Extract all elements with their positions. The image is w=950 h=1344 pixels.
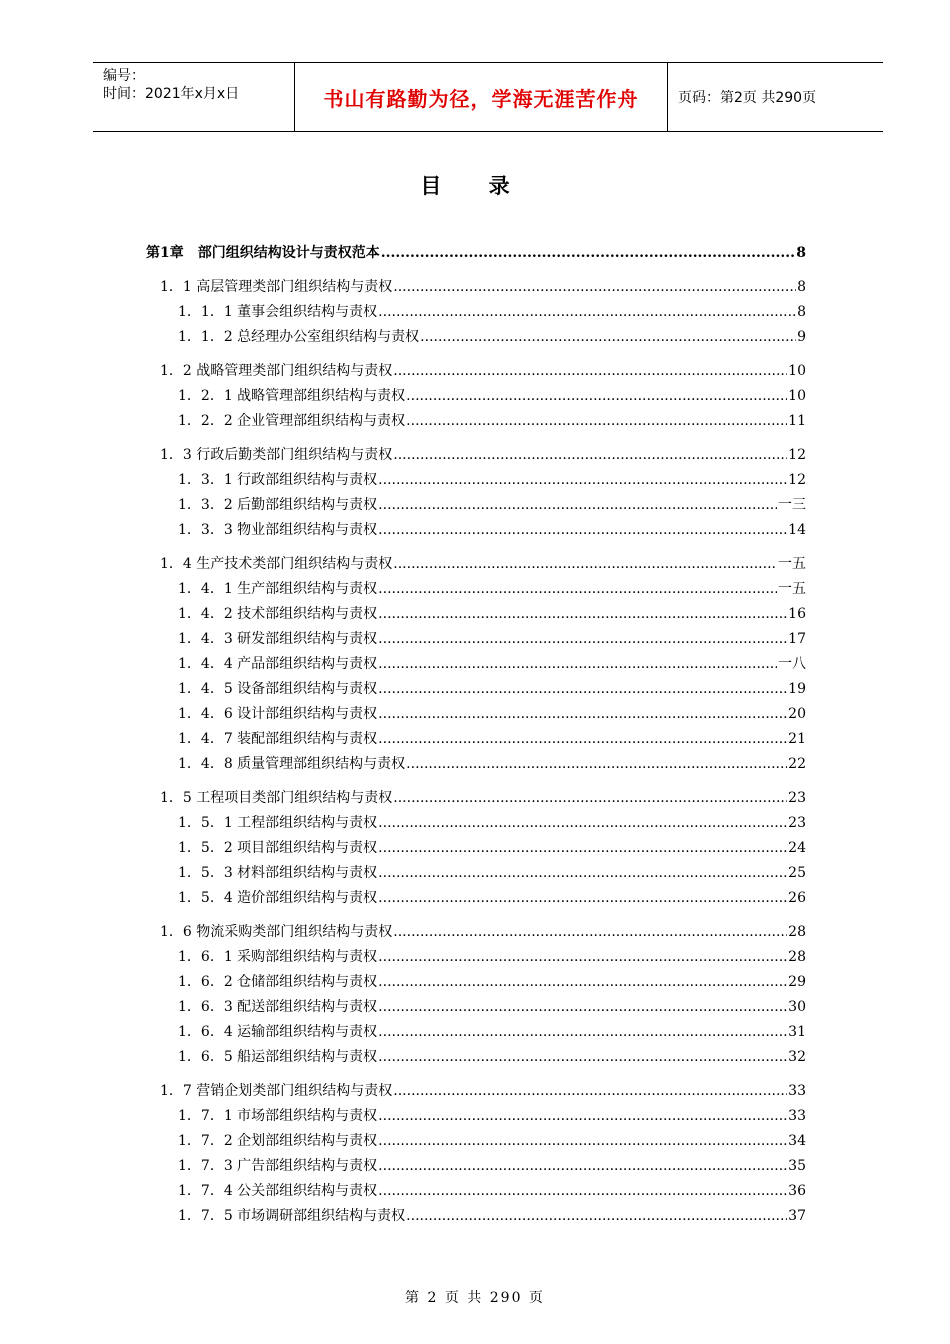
toc-subsection-entry[interactable] — [178, 653, 806, 673]
toc-dot-leader — [378, 631, 787, 647]
toc-dot-leader — [378, 890, 787, 906]
toc-page-number: 23 — [788, 790, 806, 806]
toc-subsection-entry[interactable] — [178, 1130, 806, 1150]
toc-page-number: 29 — [788, 974, 806, 990]
header-page-info: 页码：第2页 共290页 — [678, 90, 817, 106]
toc-dot-leader — [406, 756, 787, 772]
toc-page-number: 16 — [788, 606, 806, 622]
toc-page-number: 一八 — [778, 656, 806, 672]
toc-entry-label: 1．2 战略管理类部门组织结构与责权 — [160, 363, 393, 379]
toc-dot-leader — [378, 815, 787, 831]
toc-subsection-entry[interactable] — [178, 1105, 806, 1125]
toc-dot-leader — [406, 1208, 787, 1224]
toc-page-number: 31 — [788, 1024, 806, 1040]
toc-entry-label: 1．6 物流采购类部门组织结构与责权 — [160, 924, 393, 940]
toc-page-number: 28 — [788, 949, 806, 965]
toc-page-number: 8 — [796, 245, 806, 261]
toc-entry-label: 1．6．1 采购部组织结构与责权 — [178, 949, 378, 965]
toc-dot-leader — [393, 1083, 787, 1099]
toc-entry-label: 1．7．3 广告部组织结构与责权 — [178, 1158, 378, 1174]
toc-entry-label: 1．4 生产技术类部门组织结构与责权 — [160, 556, 393, 572]
toc-entry-label: 1．5．2 项目部组织结构与责权 — [178, 840, 378, 856]
toc-page-number: 36 — [788, 1183, 806, 1199]
toc-dot-leader — [378, 1049, 787, 1065]
toc-subsection-entry[interactable] — [178, 494, 806, 514]
toc-entry-label: 1．1．2 总经理办公室组织结构与责权 — [178, 329, 420, 345]
toc-page-number: 10 — [788, 388, 806, 404]
toc-entry-label: 1．7．4 公关部组织结构与责权 — [178, 1183, 378, 1199]
toc-page-number: 14 — [788, 522, 806, 538]
toc-page-number: 9 — [797, 329, 806, 345]
toc-entry-label: 1．5 工程项目类部门组织结构与责权 — [160, 790, 393, 806]
toc-page-number: 25 — [788, 865, 806, 881]
toc-entry-label: 1．2．1 战略管理部组织结构与责权 — [178, 388, 406, 404]
toc-subsection-entry[interactable] — [178, 1155, 806, 1175]
toc-page-number: 37 — [788, 1208, 806, 1224]
toc-page-number: 12 — [788, 447, 806, 463]
toc-page-number: 22 — [788, 756, 806, 772]
toc-subsection-entry[interactable] — [178, 862, 806, 882]
toc-entry-label: 1．3．3 物业部组织结构与责权 — [178, 522, 378, 538]
toc-section-entry[interactable] — [160, 921, 806, 941]
toc-entry-label: 1．3．2 后勤部组织结构与责权 — [178, 497, 378, 513]
toc-section-entry[interactable] — [160, 276, 806, 296]
toc-dot-leader — [378, 581, 777, 597]
toc-page-number: 一三 — [778, 497, 806, 513]
toc-subsection-entry[interactable] — [178, 519, 806, 539]
toc-dot-leader — [378, 731, 787, 747]
toc-entry-label: 第1章 部门组织结构设计与责权范本 — [146, 245, 380, 261]
toc-page-number: 33 — [788, 1108, 806, 1124]
toc-entry-label: 1．4．4 产品部组织结构与责权 — [178, 656, 378, 672]
toc-page-number: 35 — [788, 1158, 806, 1174]
header-meta — [93, 63, 295, 131]
toc-page-number: 12 — [788, 472, 806, 488]
toc-subsection-entry[interactable] — [178, 812, 806, 832]
toc-subsection-entry[interactable] — [178, 887, 806, 907]
toc-dot-leader — [378, 497, 777, 513]
toc-entry-label: 1．3．1 行政部组织结构与责权 — [178, 472, 378, 488]
toc-entry-label: 1．7．1 市场部组织结构与责权 — [178, 1108, 378, 1124]
toc-dot-leader — [393, 447, 787, 463]
toc-page-number: 21 — [788, 731, 806, 747]
toc-dot-leader — [378, 1133, 787, 1149]
toc-dot-leader — [381, 245, 796, 261]
toc-subsection-entry[interactable] — [178, 1180, 806, 1200]
toc-dot-leader — [378, 974, 787, 990]
toc-page-number: 8 — [797, 304, 806, 320]
toc-subsection-entry[interactable] — [178, 753, 806, 773]
toc-subsection-entry[interactable] — [178, 837, 806, 857]
toc-dot-leader — [378, 706, 787, 722]
toc-dot-leader — [378, 1183, 787, 1199]
toc-dot-leader — [420, 329, 796, 345]
toc-entry-label: 1．3 行政后勤类部门组织结构与责权 — [160, 447, 393, 463]
toc-page-number: 19 — [788, 681, 806, 697]
toc-dot-leader — [378, 522, 787, 538]
toc-entry-label: 1．7．5 市场调研部组织结构与责权 — [178, 1208, 406, 1224]
toc-entry-label: 1．1．1 董事会组织结构与责权 — [178, 304, 378, 320]
header-motto: 书山有路勤为径，学海无涯苦作舟 — [295, 63, 668, 131]
toc-entry-label: 1．4．6 设计部组织结构与责权 — [178, 706, 378, 722]
toc-dot-leader — [406, 413, 787, 429]
toc-page-number: 34 — [788, 1133, 806, 1149]
toc-subsection-entry[interactable] — [178, 996, 806, 1016]
toc-dot-leader — [393, 790, 787, 806]
toc-entry-label: 1．7．2 企划部组织结构与责权 — [178, 1133, 378, 1149]
toc-dot-leader — [393, 279, 796, 295]
toc-dot-leader — [378, 472, 787, 488]
toc-entry-label: 1．5．1 工程部组织结构与责权 — [178, 815, 378, 831]
toc-dot-leader — [378, 1024, 787, 1040]
toc-subsection-entry[interactable] — [178, 703, 806, 723]
toc-dot-leader — [378, 1108, 787, 1124]
toc-dot-leader — [393, 556, 777, 572]
toc-entry-label: 1．6．4 运输部组织结构与责权 — [178, 1024, 378, 1040]
page-header — [93, 62, 883, 132]
toc-subsection-entry[interactable] — [178, 628, 806, 648]
toc-dot-leader — [378, 999, 787, 1015]
toc-dot-leader — [378, 656, 777, 672]
toc-subsection-entry[interactable] — [178, 678, 806, 698]
toc-subsection-entry[interactable] — [178, 469, 806, 489]
toc-subsection-entry[interactable] — [178, 1021, 806, 1041]
toc-entry-label: 1．6．5 船运部组织结构与责权 — [178, 1049, 378, 1065]
toc-dot-leader — [378, 949, 787, 965]
toc-page-number: 26 — [788, 890, 806, 906]
toc-entry-label: 1．6．2 仓储部组织结构与责权 — [178, 974, 378, 990]
toc-page-number: 10 — [788, 363, 806, 379]
toc-page-number: 20 — [788, 706, 806, 722]
toc-section-entry[interactable] — [160, 553, 806, 573]
toc-dot-leader — [406, 388, 787, 404]
toc-page-number: 30 — [788, 999, 806, 1015]
header-time: 时间：2021年x月x日 — [103, 86, 240, 102]
toc-entry-label: 1．6．3 配送部组织结构与责权 — [178, 999, 378, 1015]
toc-entry-label: 1．4．7 装配部组织结构与责权 — [178, 731, 378, 747]
toc-entry-label: 1．4．8 质量管理部组织结构与责权 — [178, 756, 406, 772]
toc-subsection-entry[interactable] — [178, 301, 806, 321]
toc-section-entry[interactable] — [160, 444, 806, 464]
toc-page-number: 一五 — [778, 581, 806, 597]
toc-subsection-entry[interactable] — [178, 946, 806, 966]
header-code: 编号： — [103, 68, 145, 84]
toc-page-number: 28 — [788, 924, 806, 940]
toc-subsection-entry[interactable] — [178, 326, 806, 346]
toc-page-number: 17 — [788, 631, 806, 647]
toc-page-number: 33 — [788, 1083, 806, 1099]
toc-chapter-entry[interactable] — [146, 242, 806, 262]
toc-subsection-entry[interactable] — [178, 1046, 806, 1066]
toc-entry-label: 1．5．3 材料部组织结构与责权 — [178, 865, 378, 881]
toc-page-number: 一五 — [778, 556, 806, 572]
toc-subsection-entry[interactable] — [178, 971, 806, 991]
toc-dot-leader — [393, 924, 787, 940]
toc-entry-label: 1．4．2 技术部组织结构与责权 — [178, 606, 378, 622]
toc-page-number: 23 — [788, 815, 806, 831]
toc-entry-label: 1．4．1 生产部组织结构与责权 — [178, 581, 378, 597]
toc-dot-leader — [378, 840, 787, 856]
toc-entry-label: 1．2．2 企业管理部组织结构与责权 — [178, 413, 406, 429]
toc-section-entry[interactable] — [160, 1080, 806, 1100]
toc-dot-leader — [378, 304, 796, 320]
toc-dot-leader — [378, 681, 787, 697]
toc-entry-label: 1．4．3 研发部组织结构与责权 — [178, 631, 378, 647]
toc-page-number: 11 — [788, 413, 806, 429]
page-footer: 第 2 页 共 290 页 — [405, 1290, 545, 1306]
toc-entry-label: 1．7 营销企划类部门组织结构与责权 — [160, 1083, 393, 1099]
toc-entry-label: 1．5．4 造价部组织结构与责权 — [178, 890, 378, 906]
toc-subsection-entry[interactable] — [178, 603, 806, 623]
toc-entry-label: 1．4．5 设备部组织结构与责权 — [178, 681, 378, 697]
toc-subsection-entry[interactable] — [178, 578, 806, 598]
toc-dot-leader — [393, 363, 787, 379]
toc-dot-leader — [378, 606, 787, 622]
page-title: 目 录 — [420, 174, 530, 198]
toc-subsection-entry[interactable] — [178, 385, 806, 405]
toc-subsection-entry[interactable] — [178, 1205, 806, 1225]
toc-subsection-entry[interactable] — [178, 410, 806, 430]
toc-subsection-entry[interactable] — [178, 728, 806, 748]
toc-page-number: 8 — [797, 279, 806, 295]
toc-entry-label: 1．1 高层管理类部门组织结构与责权 — [160, 279, 393, 295]
toc-page-number: 24 — [788, 840, 806, 856]
toc-page-number: 32 — [788, 1049, 806, 1065]
toc-section-entry[interactable] — [160, 360, 806, 380]
toc-dot-leader — [378, 865, 787, 881]
toc-dot-leader — [378, 1158, 787, 1174]
toc-section-entry[interactable] — [160, 787, 806, 807]
